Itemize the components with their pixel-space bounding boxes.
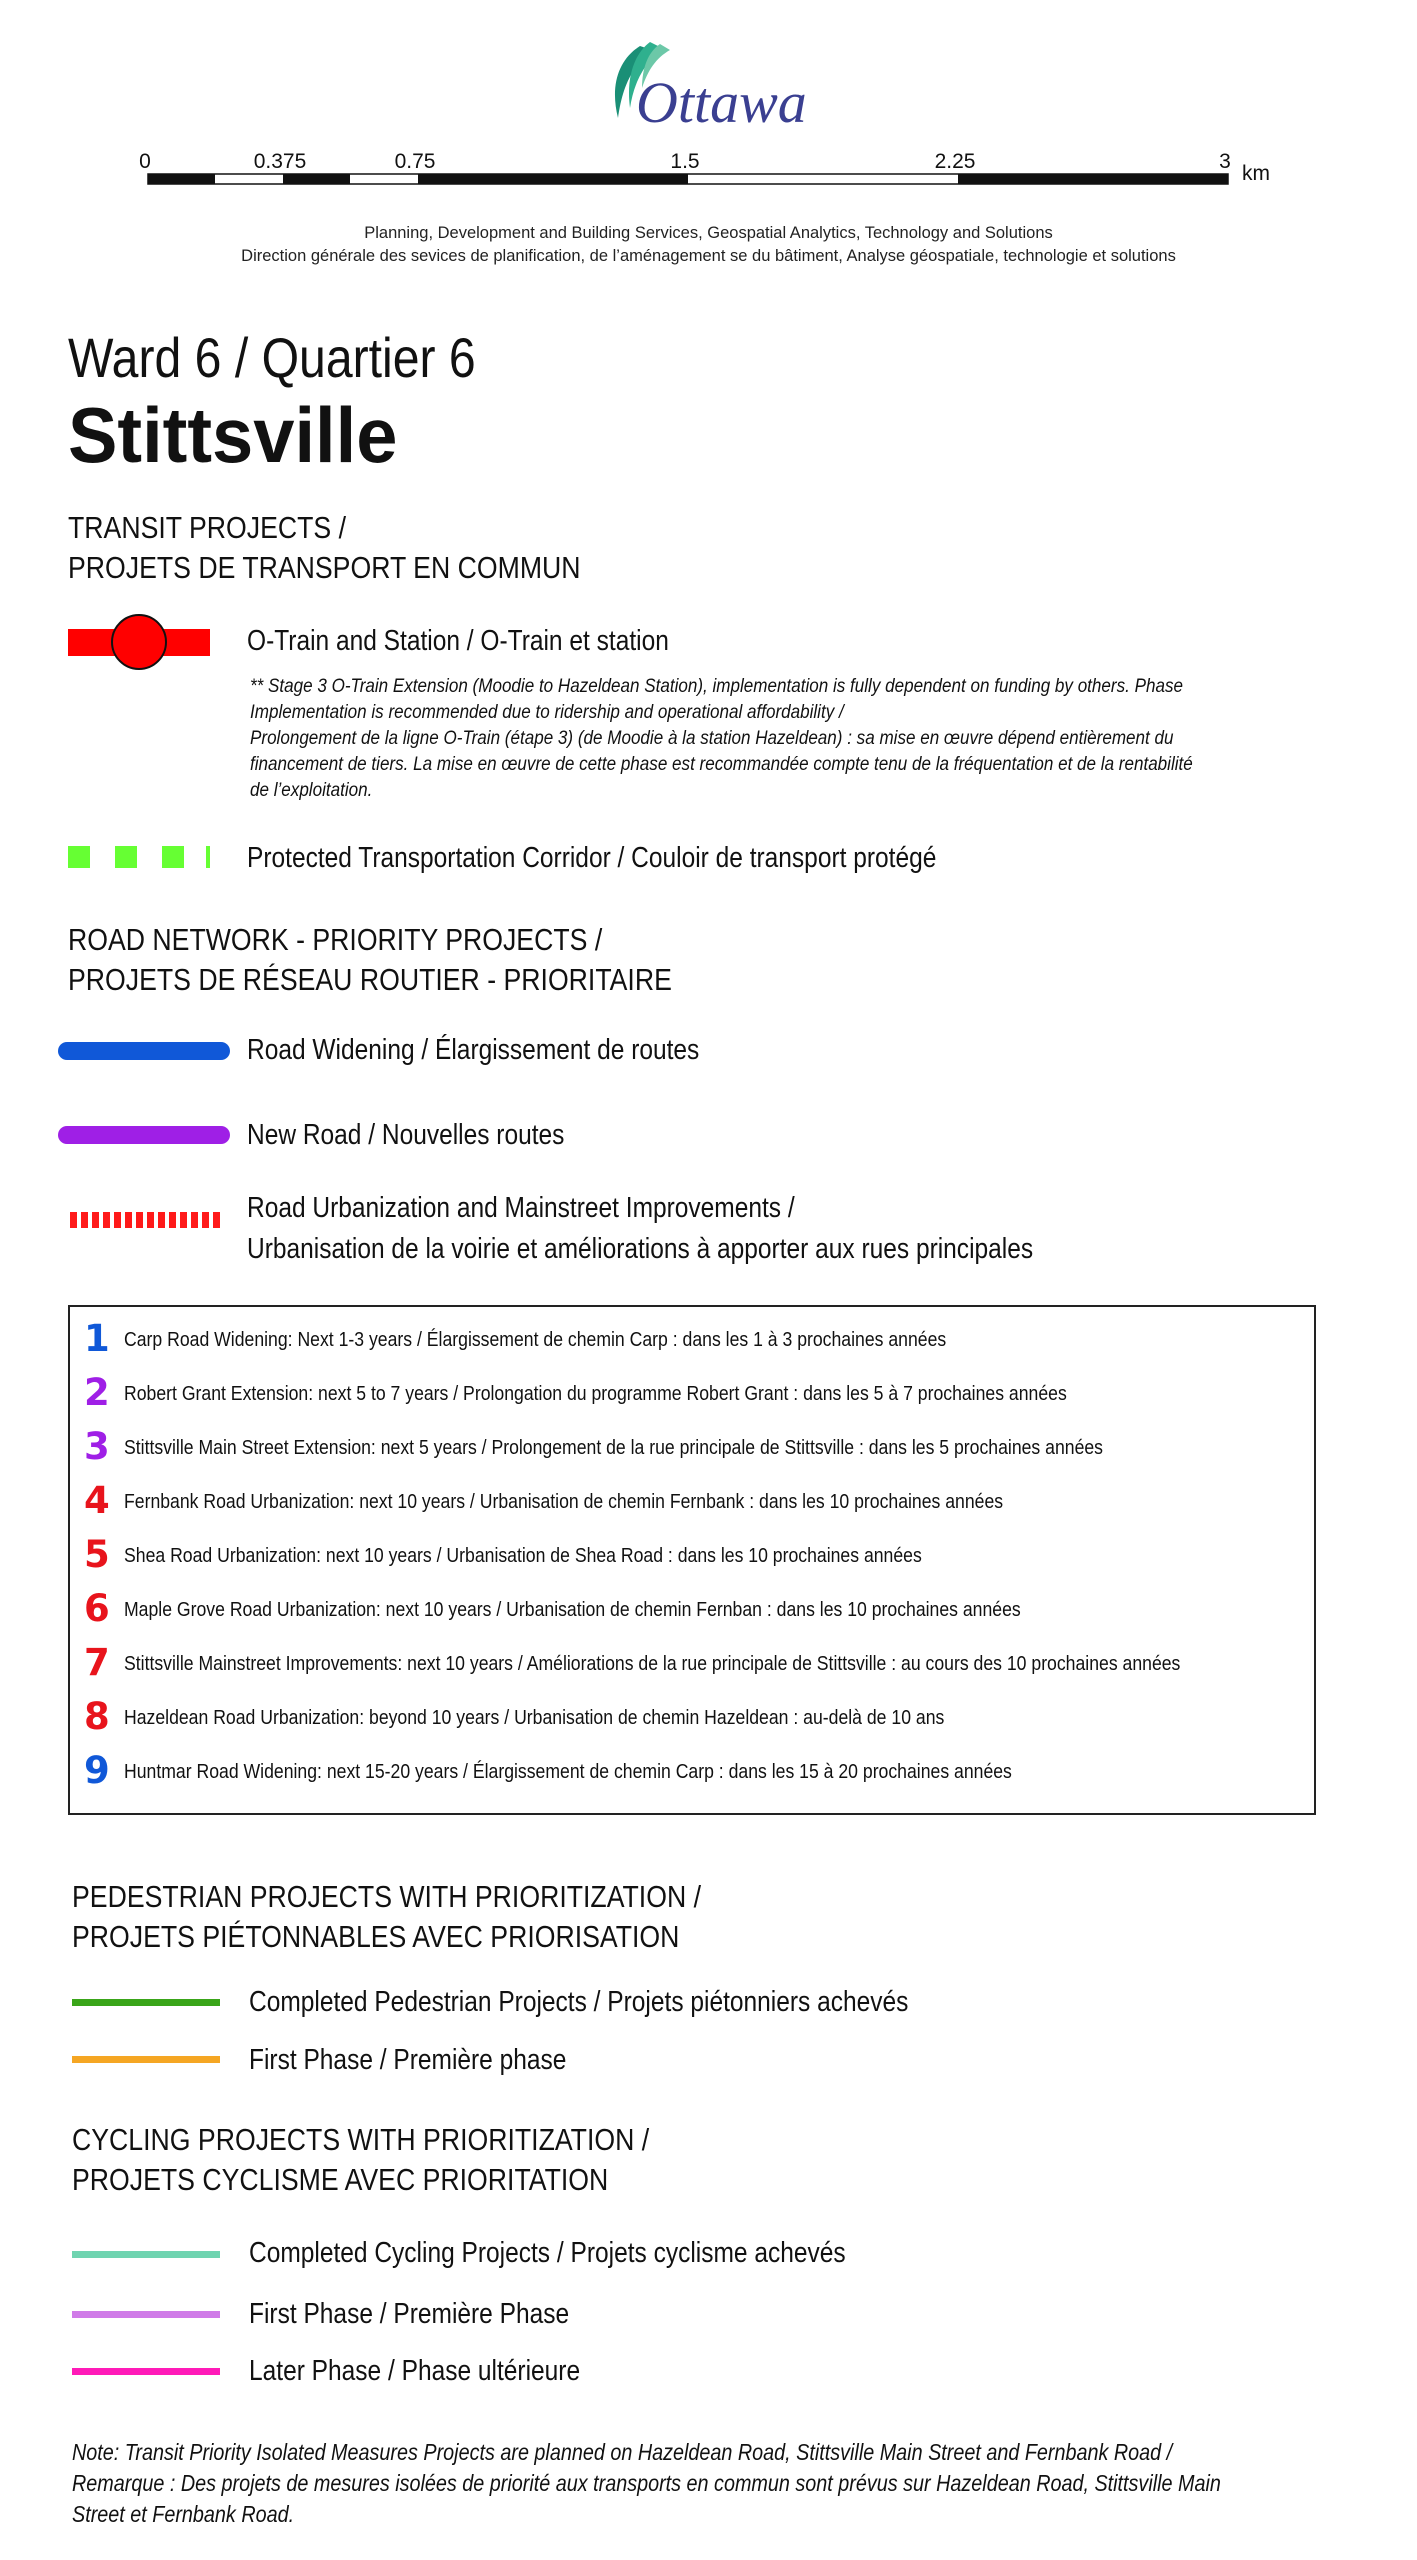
road-heading: ROAD NETWORK - PRIORITY PROJECTS / PROJETS DE RÉSEAU ROUTIER - PRIORITAIRE [68,922,672,997]
road-widening-symbol [58,1042,230,1060]
pedestrian-completed-label: Completed Pedestrian Projects / Projets piétonniers achevés [249,1986,909,2018]
project-number-7: 7 [84,1641,110,1684]
project-text-9: Huntmar Road Widening: next 15-20 years / Élargissement de chemin Carp : dans les 15 à 20 prochaines années [124,1760,1012,1783]
project-text-4: Fernbank Road Urbanization: next 10 years / Urbanisation de chemin Fernbank : dans les 10 prochaines années [124,1490,1004,1513]
project-text-2: Robert Grant Extension: next 5 to 7 years / Prolongation du programme Robert Grant : dans les 5 à 7 prochaines années [124,1382,1067,1405]
pedestrian-heading: PEDESTRIAN PROJECTS WITH PRIORITIZATION / PROJETS PIÉTONNABLES AVEC PRIORISATION [72,1879,702,1954]
project-number-4: 4 [84,1479,110,1522]
ottawa-logo [600,38,810,130]
cycling-completed-label: Completed Cycling Projects / Projets cyclisme achevés [249,2237,846,2269]
scale-tick-225: 2.25 [934,150,976,173]
road-widening-label: Road Widening / Élargissement de routes [247,1034,700,1066]
logo-wordmark: Ottawa [636,70,807,130]
project-text-5: Shea Road Urbanization: next 10 years / Urbanisation de Shea Road : dans les 10 prochaines années [124,1544,922,1567]
new-road-symbol [58,1126,230,1144]
scale-bar [120,145,1290,195]
protected-corridor-label: Protected Transportation Corridor / Couloir de transport protégé [247,842,937,874]
scale-tick-0: 0 [139,150,151,173]
project-number-1: 1 [84,1317,110,1360]
protected-corridor-symbol [68,845,213,871]
credit-english: Planning, Development and Building Services, Geospatial Analytics, Technology and Solutions [364,224,1053,242]
project-number-2: 2 [84,1371,110,1414]
road-urbanization-label: Road Urbanization and Mainstreet Improvements / Urbanisation de la voirie et améliorations à apporter aux rues principales [247,1192,1034,1265]
project-text-7: Stittsville Mainstreet Improvements: next 10 years / Améliorations de la rue principale de Stittsville : au cours des 10 prochaines années [124,1652,1181,1675]
project-number-3: 3 [84,1425,110,1468]
credit-french: Direction générale des sevices de planification, de l’aménagement se du bâtiment, Analyse géospatiale, technologie et solutions [241,247,1176,265]
project-number-9: 9 [84,1749,110,1792]
otrain-note: ** Stage 3 O-Train Extension (Moodie to Hazeldean Station), implementation is fully dependent on funding by others. Phase Implementation is recommended due to ridership and operational affordability / Prolongement de la ligne O-Train (étape 3) (de Moodie à la station Hazeldean) : sa mise en œuvre dépend entièrement du financement de tiers. La mise en œuvre de cette phase est recommandée compte tenu de la fréquentation et de la rentabilité de l’exploitation. [250,675,1193,801]
project-number-8: 8 [84,1695,110,1738]
project-number-5: 5 [84,1533,110,1576]
scale-tick-3: 3 [1219,150,1231,173]
pedestrian-first-phase-symbol [72,2056,220,2063]
cycling-first-phase-symbol [72,2311,220,2318]
new-road-label: New Road / Nouvelles routes [247,1119,565,1151]
transit-priority-note: Note: Transit Priority Isolated Measures Projects are planned on Hazeldean Road, Stittsville Main Street and Fernbank Road / Remarque : Des projets de mesures isolées de priorité aux transports en commun sont prévus sur Hazeldean Road, Stittsville Main Street et Fernbank Road. [72,2439,1221,2527]
scale-tick-075: 0.75 [394,150,436,173]
pedestrian-first-phase-label: First Phase / Première phase [249,2044,567,2076]
project-text-1: Carp Road Widening: Next 1-3 years / Élargissement de chemin Carp : dans les 1 à 3 prochaines années [124,1328,947,1351]
otrain-label: O-Train and Station / O-Train et station [247,625,669,657]
otrain-symbol [68,614,213,670]
road-urbanization-symbol [70,1212,222,1228]
scale-unit: km [1242,162,1270,185]
project-text-8: Hazeldean Road Urbanization: beyond 10 years / Urbanisation de chemin Hazeldean : au-delà de 10 ans [124,1706,945,1729]
cycling-first-phase-label: First Phase / Première Phase [249,2298,570,2330]
cycling-heading: CYCLING PROJECTS WITH PRIORITIZATION / PROJETS CYCLISME AVEC PRIORITATION [72,2122,650,2197]
scale-tick-15: 1.5 [670,150,700,173]
transit-heading: TRANSIT PROJECTS / PROJETS DE TRANSPORT EN COMMUN [68,510,581,585]
cycling-later-phase-symbol [72,2368,220,2375]
ward-name: Stittsville [68,391,398,479]
cycling-completed-symbol [72,2251,220,2258]
project-text-6: Maple Grove Road Urbanization: next 10 years / Urbanisation de chemin Fernban : dans les 10 prochaines années [124,1598,1021,1621]
ward-number: Ward 6 / Quartier 6 [68,326,476,389]
pedestrian-completed-symbol [72,1999,220,2006]
project-number-6: 6 [84,1587,110,1630]
scale-tick-0375: 0.375 [253,150,307,173]
cycling-later-phase-label: Later Phase / Phase ultérieure [249,2355,581,2387]
project-text-3: Stittsville Main Street Extension: next 5 years / Prolongement de la rue principale de Stittsville : dans les 5 prochaines années [124,1436,1104,1459]
